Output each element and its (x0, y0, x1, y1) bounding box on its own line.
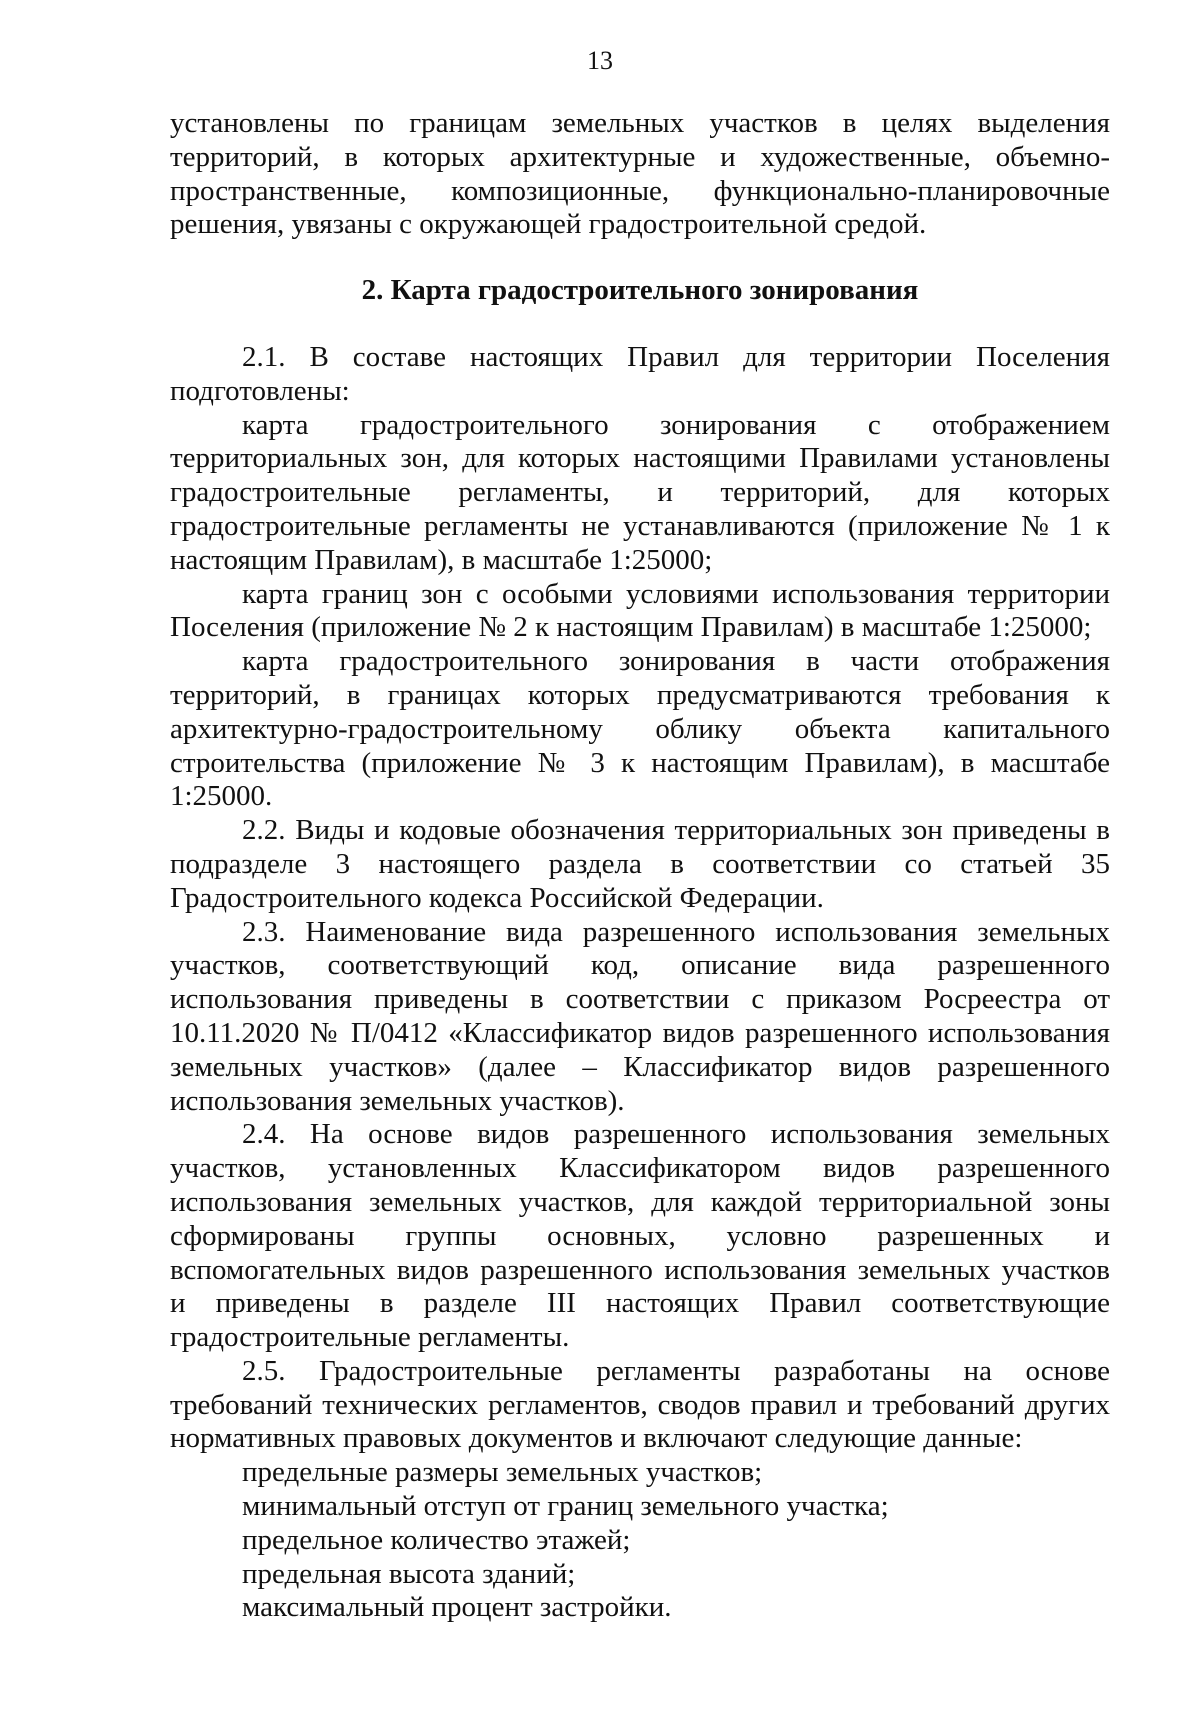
page-number: 13 (587, 46, 613, 75)
intro-paragraph: установлены по границам земельных участков в целях выделения территорий, в которых архитектурные и художественные, объемно-пространственные, композиционные, функционально-планировочные решения, увязаны с окружающей градостроительной средой. (170, 107, 1110, 241)
paragraph-2-5: 2.5. Градостроительные регламенты разработаны на основе требований технических регламентов, сводов правил и требований других нормативных правовых документов и включают следующие данные: (170, 1354, 1110, 1455)
paragraph-2-4: 2.4. На основе видов разрешенного использования земельных участков, установленных Классификатором видов разрешенного использования земельных участков, для каждой территориальной зоны сформированы группы основных, условно разрешенных и вспомогательных видов разрешенного использования земельных участков и приведены в разделе III настоящих Правил соответствующие градостроительные регламенты. (170, 1118, 1110, 1354)
section-heading: 2. Карта градостроительного зонирования (361, 274, 919, 307)
paragraph-2-1-map-2: карта границ зон с особыми условиями использования территории Поселения (приложение № 2 к настоящим Правилам) в масштабе 1:25000; (170, 577, 1110, 644)
list-item: предельные размеры земельных участков; (242, 1456, 763, 1489)
paragraph-2-1-map-3: карта градостроительного зонирования в части отображения территорий, в границах которых предусматриваются требования к архитектурно-градостроительному облику объекта капитального строительства (приложение № 3 к настоящим Правилам), в масштабе 1:25000. (170, 645, 1110, 813)
paragraph-2-3: 2.3. Наименование вида разрешенного использования земельных участков, соответствующий код, описание вида разрешенного использования приведены в соответствии с приказом Росреестра от 10.11.2020 № П/0412 «Классификатор видов разрешенного использования земельных участков» (далее – Классификатор видов разрешенного использования земельных участков). (170, 915, 1110, 1117)
paragraph-2-2: 2.2. Виды и кодовые обозначения территориальных зон приведены в подразделе 3 настоящего раздела в соответствии со статьей 35 Градостроительного кодекса Российской Федерации. (170, 814, 1110, 914)
list-item: предельное количество этажей; (242, 1523, 631, 1556)
paragraph-2-1: 2.1. В составе настоящих Правил для территории Поселения подготовлены: (170, 340, 1110, 407)
list-item: минимальный отступ от границ земельного участка; (242, 1490, 889, 1523)
document-body (170, 107, 1110, 1625)
paragraph-2-1-map-1: карта градостроительного зонирования с отображением территориальных зон, для которых настоящими Правилами установлены градостроительные регламенты, и территорий, для которых градостроительные регламенты не устанавливаются (приложение № 1 к настоящим Правилам), в масштабе 1:25000; (170, 408, 1110, 576)
list-item: максимальный процент застройки. (242, 1591, 672, 1624)
list-item: предельная высота зданий; (242, 1557, 576, 1590)
